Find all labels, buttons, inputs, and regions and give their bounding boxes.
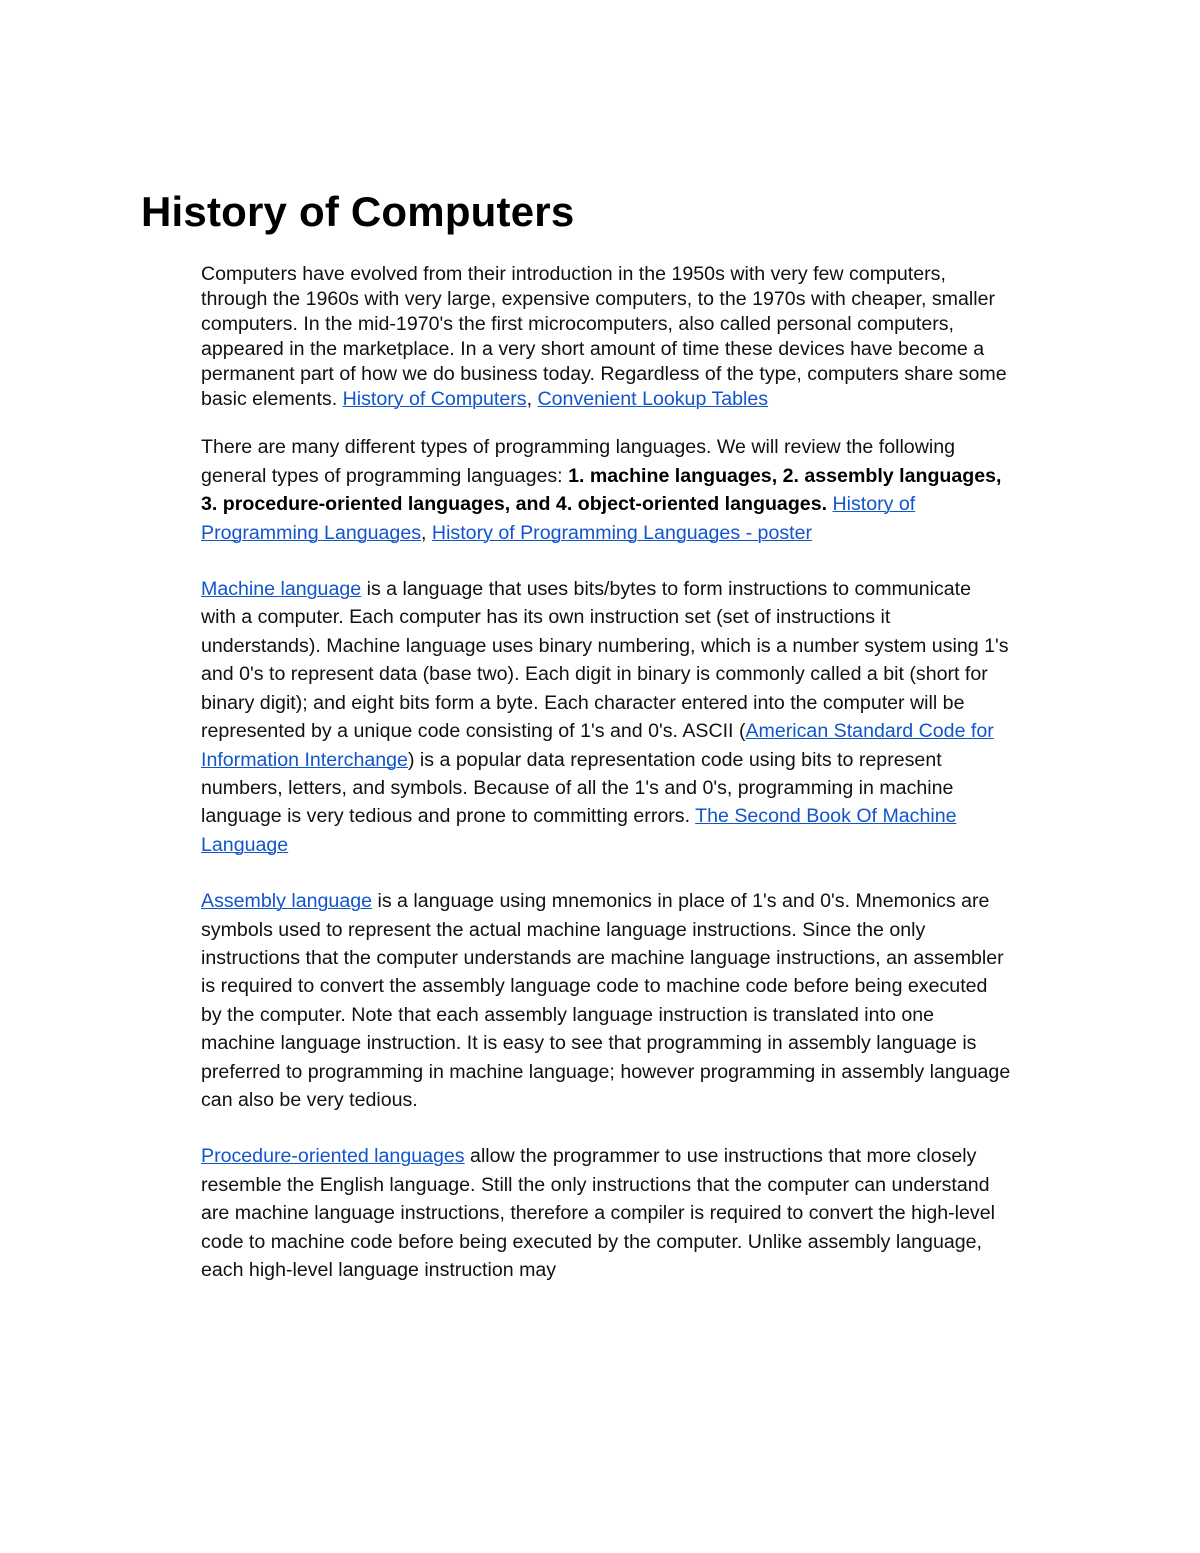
paragraph-spacer (201, 1114, 1011, 1142)
paragraph-spacer (201, 547, 1011, 575)
convenient-lookup-tables-link[interactable]: Convenient Lookup Tables (537, 387, 769, 410)
procedure-oriented-languages-link[interactable]: Procedure-oriented languages (201, 1145, 465, 1168)
second-book-of-machine-language-link[interactable]: The Second Book Of Machine Language (201, 805, 957, 856)
intro-paragraph (201, 262, 1011, 411)
history-of-programming-languages-link[interactable]: History of Programming Languages (201, 493, 916, 544)
paragraph-spacer (201, 411, 1011, 433)
procedure-oriented-paragraph (201, 1142, 1011, 1284)
programming-languages-poster-link[interactable]: History of Programming Languages - poster (431, 521, 813, 544)
language-types-text: There are many different types of programming languages. We will review the following general types of programming languages: (201, 436, 956, 487)
intro-separator: , (526, 387, 538, 410)
machine-language-text-continued: ) is a popular data representation code using bits to represent numbers, letters, and symbols. Because of all the 1's and 0's, programming in machine language is very tedious and prone to committing errors. (201, 748, 954, 828)
machine-language-link[interactable]: Machine language (201, 578, 362, 601)
assembly-language-paragraph (201, 887, 1011, 1114)
page-title: History of Computers (141, 188, 575, 235)
assembly-language-text: is a language using mnemonics in place of 1's and 0's. Mnemonics are symbols used to represent the actual machine language instructions. Since the only instructions that the computer understands are machine language instructions, an assembler is required to convert the assembly language code to machine code before being executed by the computer. Note that each assembly language instruction is translated into one machine language instruction. It is easy to see that programming in assembly language is preferred to programming in machine language; however programming in assembly language can also be very tedious. (201, 890, 1011, 1111)
language-types-paragraph (201, 433, 1011, 547)
language-types-separator: , (421, 521, 432, 544)
procedure-oriented-text: allow the programmer to use instructions that more closely resemble the English language. Still the only instructions that the computer can understand are machine language instructions, therefore a compiler is required to convert the high-level code to machine code before being executed by the computer. Unlike assembly language, each high-level language instruction may (201, 1145, 995, 1281)
language-types-list: 1. machine languages, 2. assembly languages, 3. procedure-oriented languages, and 4. object-oriented languages. (201, 464, 1002, 516)
document-body (201, 262, 1011, 1284)
machine-language-text: is a language that uses bits/bytes to form instructions to communicate with a computer. Each computer has its own instruction set (set of instructions it understands). Machine language uses binary numbering, which is a number system using 1's and 0's to represent data (base two). Each digit in binary is commonly called a bit (short for binary digit); and eight bits form a byte. Each character entered into the computer will be represented by a unique code consisting of 1's and 0's. ASCII ( (201, 578, 1009, 743)
intro-text: Computers have evolved from their introduction in the 1950s with very few computers, through the 1960s with very large, expensive computers, to the 1970s with cheaper, smaller computers. In the mid-1970's the first microcomputers, also called personal computers, appeared in the marketplace. In a very short amount of time these devices have become a permanent part of how we do business today. Regardless of the type, computers share some basic elements. (201, 263, 1007, 410)
assembly-language-link[interactable]: Assembly language (201, 890, 373, 913)
machine-language-paragraph (201, 575, 1011, 859)
history-of-computers-link[interactable]: History of Computers (342, 387, 527, 410)
ascii-link[interactable]: American Standard Code for Information Interchange (201, 720, 994, 771)
paragraph-spacer (201, 859, 1011, 887)
